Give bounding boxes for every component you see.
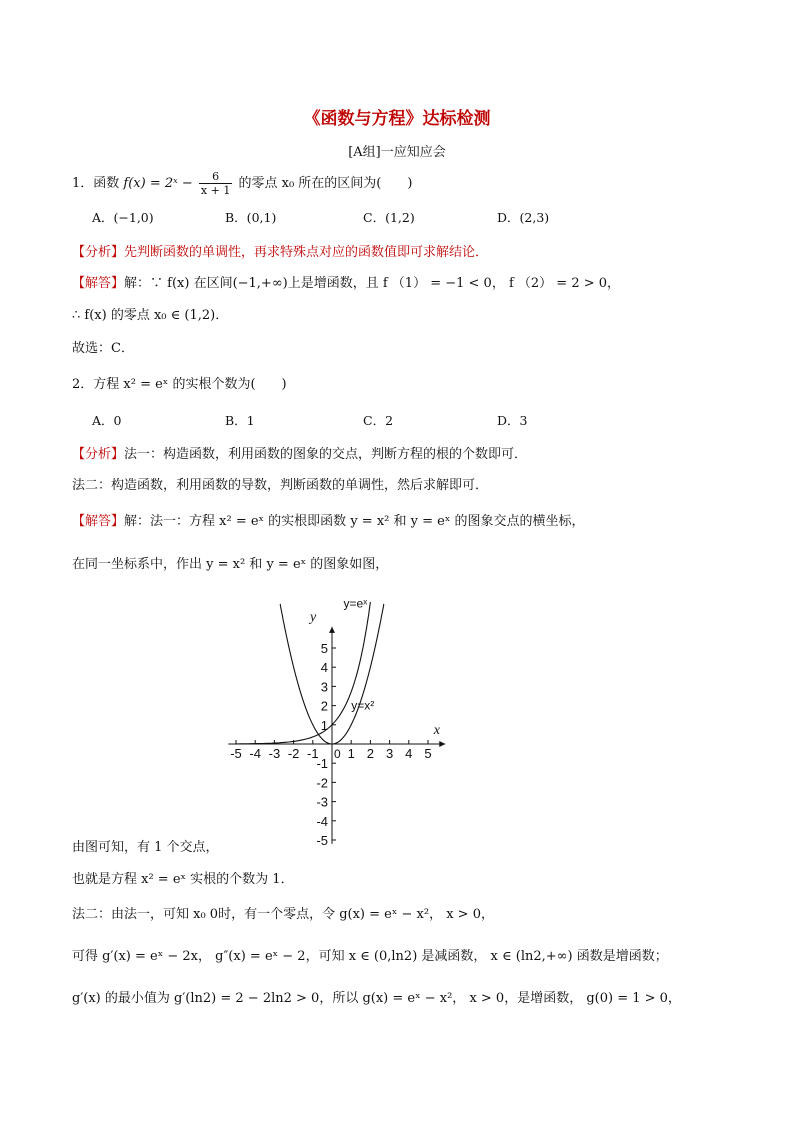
q2-option-c: C．2 [363,413,394,428]
q1-tail: 的零点 x₀ 所在的区间为( ) [238,176,413,191]
q2-option-d: D．3 [497,413,528,428]
q2-method2-line3: g′(x) 的最小值为 g′(ln2) = 2 − 2ln2 > 0，所以 g(x) = eˣ − x²， x > 0，是增函数， g(0) = 1 > 0， [72,991,681,1006]
q2-stem: 2．方程 x² = eˣ 的实根个数为( ) [72,377,287,392]
q1-option-c: C．(1,2) [363,210,415,225]
q1-analysis-tag: 【分析】 [72,245,125,260]
q1-analysis [72,241,488,260]
x-axis-arrow [439,741,445,747]
y-tick-label: -5 [316,833,328,848]
y-tick-label: -2 [316,775,328,791]
q1-conclusion: ∴ f(x) 的零点 x₀ ∈ (1,2)． [72,308,229,323]
x-tick-label: -4 [249,746,261,761]
y-axis-arrow [329,627,335,633]
y-tick-label: -1 [316,756,328,772]
q1-solution [72,272,620,291]
y-tick-label: 3 [320,679,328,695]
q1-answer: 故选：C． [72,341,134,356]
y-tick-label: 5 [320,641,328,656]
x-tick-label: 1 [347,746,355,761]
q1-solution-tag: 【解答】 [72,276,125,291]
section-subtitle: [A组]一应知应会 [348,145,446,160]
graph-axes [228,627,445,844]
y-tick-label: -4 [316,813,328,829]
x-tick-label: 4 [405,746,413,761]
q2-solution-text: 解：法一：方程 x² = eˣ 的实根即函数 y = x² 和 y = eˣ 的图象交点的横坐标， [124,514,585,529]
x-tick-label: 3 [385,746,394,761]
series-label-square: y=x² [351,698,375,713]
y-axis-label: y [310,610,317,626]
q2-solution [72,510,584,529]
y-tick-label: 1 [320,717,328,733]
q1-fraction [199,170,232,197]
q1-frac-num: 6 [199,170,232,184]
function-graph [222,583,447,851]
series-label-exp: y=eˣ [343,596,368,611]
graph-labels [230,597,441,848]
q2-analysis [72,443,527,462]
q1-option-b: B．(0,1) [225,210,277,225]
q2-method2-line2: 可得 g′(x) = eˣ − 2x， g″(x) = eˣ − 2，可知 x ∈ (0,ln2) 是减函数， x ∈ (ln2,+∞) 函数是增函数； [72,949,668,964]
q1-option-a: A．(−1,0) [92,210,154,225]
q1-analysis-text: 先判断函数的单调性，再求特殊点对应的函数值即可求解结论． [124,245,489,260]
x-tick-label: -2 [287,746,300,761]
x-tick-label: 2 [366,746,375,761]
q2-graph-intro: 在同一坐标系中，作出 y = x² 和 y = eˣ 的图象如图， [72,557,389,572]
q2-option-a: A．0 [92,413,122,428]
q1-solution-text: 解：∵ f(x) 在区间(−1,+∞)上是增函数，且 f （1） = −1 < 0， f （2） = 2 > 0， [124,276,621,291]
q2-method2: 法二：构造函数，利用函数的导数，判断函数的单调性，然后求解即可． [72,478,489,493]
x-tick-label: 5 [424,746,432,761]
q2-analysis-text: 法一：构造函数，利用函数的图象的交点，判断方程的根的个数即可． [124,447,528,462]
y-tick-label: 4 [320,660,328,676]
q2-observe2: 也就是方程 x² = eˣ 实根的个数为 1． [72,872,294,887]
origin-label: 0 [334,747,341,761]
q2-observe: 由图可知，有 1 个交点， [72,840,219,855]
x-tick-label: -1 [307,746,319,761]
q1-stem [72,170,412,197]
q2-option-b: B．1 [225,413,255,428]
page-title: 《函数与方程》达标检测 [303,109,491,129]
q1-option-d: D．(2,3) [497,210,550,225]
q2-method2-line1: 法二：由法一，可知 x₀ 0时，有一个零点，令 g(x) = eˣ − x²， x > 0， [72,907,494,922]
y-tick-label: -3 [316,794,328,810]
q2-solution-tag: 【解答】 [72,514,125,529]
q2-analysis-tag: 【分析】 [72,447,125,462]
q1-lead: 1．函数 [72,176,120,191]
x-axis-label: x [433,723,440,738]
x-tick-label: -5 [230,746,242,761]
y-tick-label: 2 [320,698,328,714]
q1-frac-den: x + 1 [200,184,231,197]
x-tick-label: -3 [268,746,281,761]
exp-curve [236,602,370,744]
q1-function: f(x) = 2ˣ − [123,176,193,191]
